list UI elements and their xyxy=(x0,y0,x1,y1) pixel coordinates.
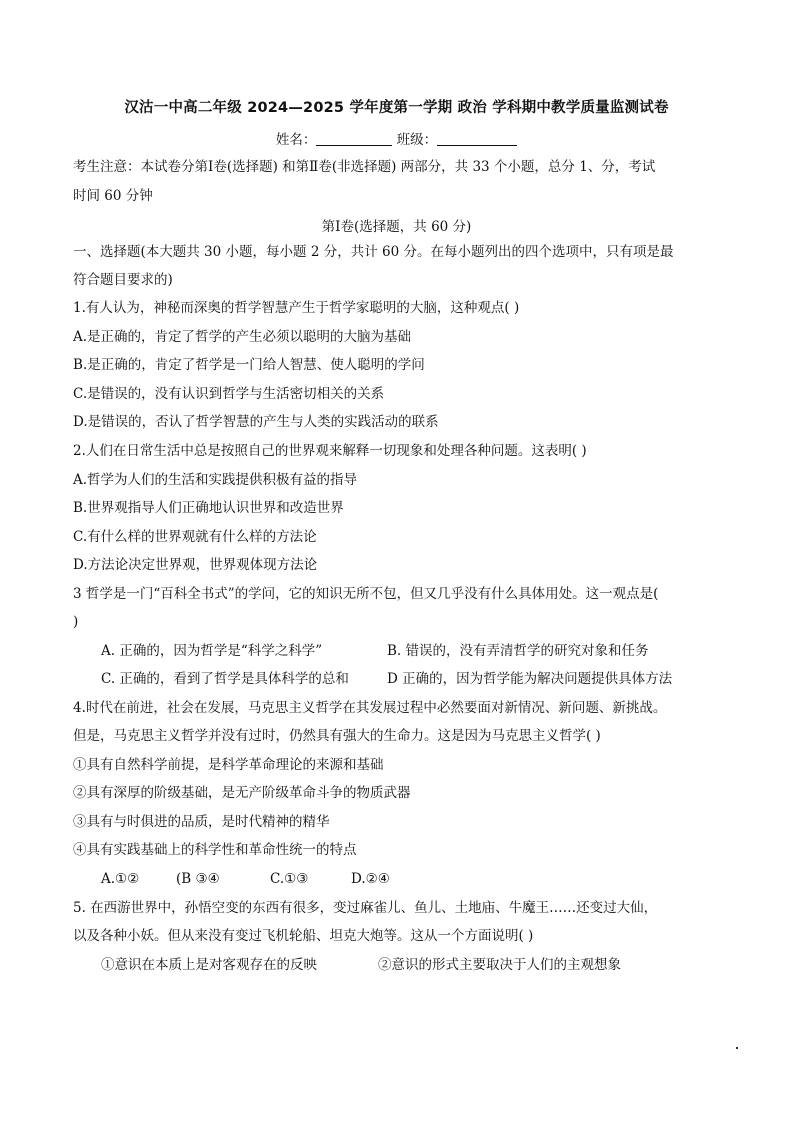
section-heading: 第Ⅰ卷(选择题，共 60 分) xyxy=(321,219,472,235)
q1-option-d: D.是错误的，否认了哲学智慧的产生与人类的实践活动的联系 xyxy=(73,414,439,430)
q5-stem-2: 以及各种小妖。但从来没有变过飞机轮船、坦克大炮等。这从一个方面说明( ) xyxy=(73,928,534,944)
notice-line-2: 时间 60 分钟 xyxy=(73,188,153,204)
q4-item-3: ③具有与时俱进的品质，是时代精神的精华 xyxy=(73,814,330,830)
student-info-line xyxy=(0,128,793,148)
q3-option-d: D 正确的，因为哲学能为解决问题提供具体方法 xyxy=(387,671,673,687)
notice-line-1: 考生注意：本试卷分第Ⅰ卷(选择题) 和第Ⅱ卷(非选择题) 两部分，共 33 个小题，总分 1、分，考试 xyxy=(73,159,656,175)
name-blank[interactable] xyxy=(316,131,392,146)
q4-item-2: ②具有深厚的阶级基础，是无产阶级革命斗争的物质武器 xyxy=(73,785,411,801)
q4-item-1: ①具有自然科学前提，是科学革命理论的来源和基础 xyxy=(73,757,384,773)
q4-stem-1: 4.时代在前进，社会在发展，马克思主义哲学在其发展过程中必然要面对新情况、新问题、新挑战。 xyxy=(73,700,667,716)
q4-item-4: ④具有实践基础上的科学性和革命性统一的特点 xyxy=(73,842,357,858)
q5-item-2: ②意识的形式主要取决于人们的主观想象 xyxy=(378,957,621,973)
q4-option-d: D.②④ xyxy=(351,871,390,887)
q3-stem-1: 3 哲学是一门“百科全书式”的学问，它的知识无所不包，但又几乎没有什么具体用处。这一观点是( xyxy=(73,586,659,602)
exam-title: 汉沽一中高二年级 2024—2025 学年度第一学期 政治 学科期中教学质量监测试卷 xyxy=(124,100,669,116)
section-instruction-1: 一、选择题(本大题共 30 小题，每小题 2 分，共计 60 分。在每小题列出的四个选项中，只有项是最 xyxy=(73,244,674,260)
q3-option-c: C. 正确的，看到了哲学是具体科学的总和 xyxy=(101,671,349,687)
page-mark xyxy=(736,1047,738,1049)
q4-option-c: C.①③ xyxy=(270,871,309,887)
q2-option-c: C.有什么样的世界观就有什么样的方法论 xyxy=(73,529,317,545)
section-instruction-2: 符合题目要求的) xyxy=(73,272,173,288)
q2-option-a: A.哲学为人们的生活和实践提供积极有益的指导 xyxy=(73,472,358,488)
q4-option-b: (B ③④ xyxy=(176,871,220,887)
q1-option-c: C.是错误的，没有认识到哲学与生活密切相关的关系 xyxy=(73,386,385,402)
q1-option-a: A.是正确的，肯定了哲学的产生必须以聪明的大脑为基础 xyxy=(73,329,412,345)
q2-option-b: B.世界观指导人们正确地认识世界和改造世界 xyxy=(73,500,344,516)
q4-stem-2: 但是，马克思主义哲学并没有过时，仍然具有强大的生命力。这是因为马克思主义哲学( ) xyxy=(73,728,601,744)
q2-stem: 2.人们在日常生活中总是按照自己的世界观来解释一切现象和处理各种问题。这表明( ) xyxy=(73,443,587,459)
q1-stem: 1.有人认为，神秘而深奥的哲学智慧产生于哲学家聪明的大脑，这种观点( ) xyxy=(73,300,520,316)
q4-option-a: A.①② xyxy=(101,871,140,887)
q3-option-a: A. 正确的，因为哲学是“科学之科学” xyxy=(101,643,323,659)
class-label: 班级： xyxy=(396,132,438,148)
q2-option-d: D.方法论决定世界观，世界观体现方法论 xyxy=(73,557,318,573)
q3-option-b: B. 错误的，没有弄清哲学的研究对象和任务 xyxy=(387,643,649,659)
class-blank[interactable] xyxy=(437,131,517,146)
q5-stem-1: 5. 在西游世界中，孙悟空变的东西有很多，变过麻雀儿、鱼儿、土地庙、牛魔王……还变过大仙， xyxy=(73,900,658,916)
q1-option-b: B.是正确的，肯定了哲学是一门给人智慧、使人聪明的学问 xyxy=(73,357,425,373)
q5-item-1: ①意识在本质上是对客观存在的反映 xyxy=(101,957,317,973)
q3-stem-2: ) xyxy=(73,614,79,630)
name-label: 姓名： xyxy=(275,132,317,148)
